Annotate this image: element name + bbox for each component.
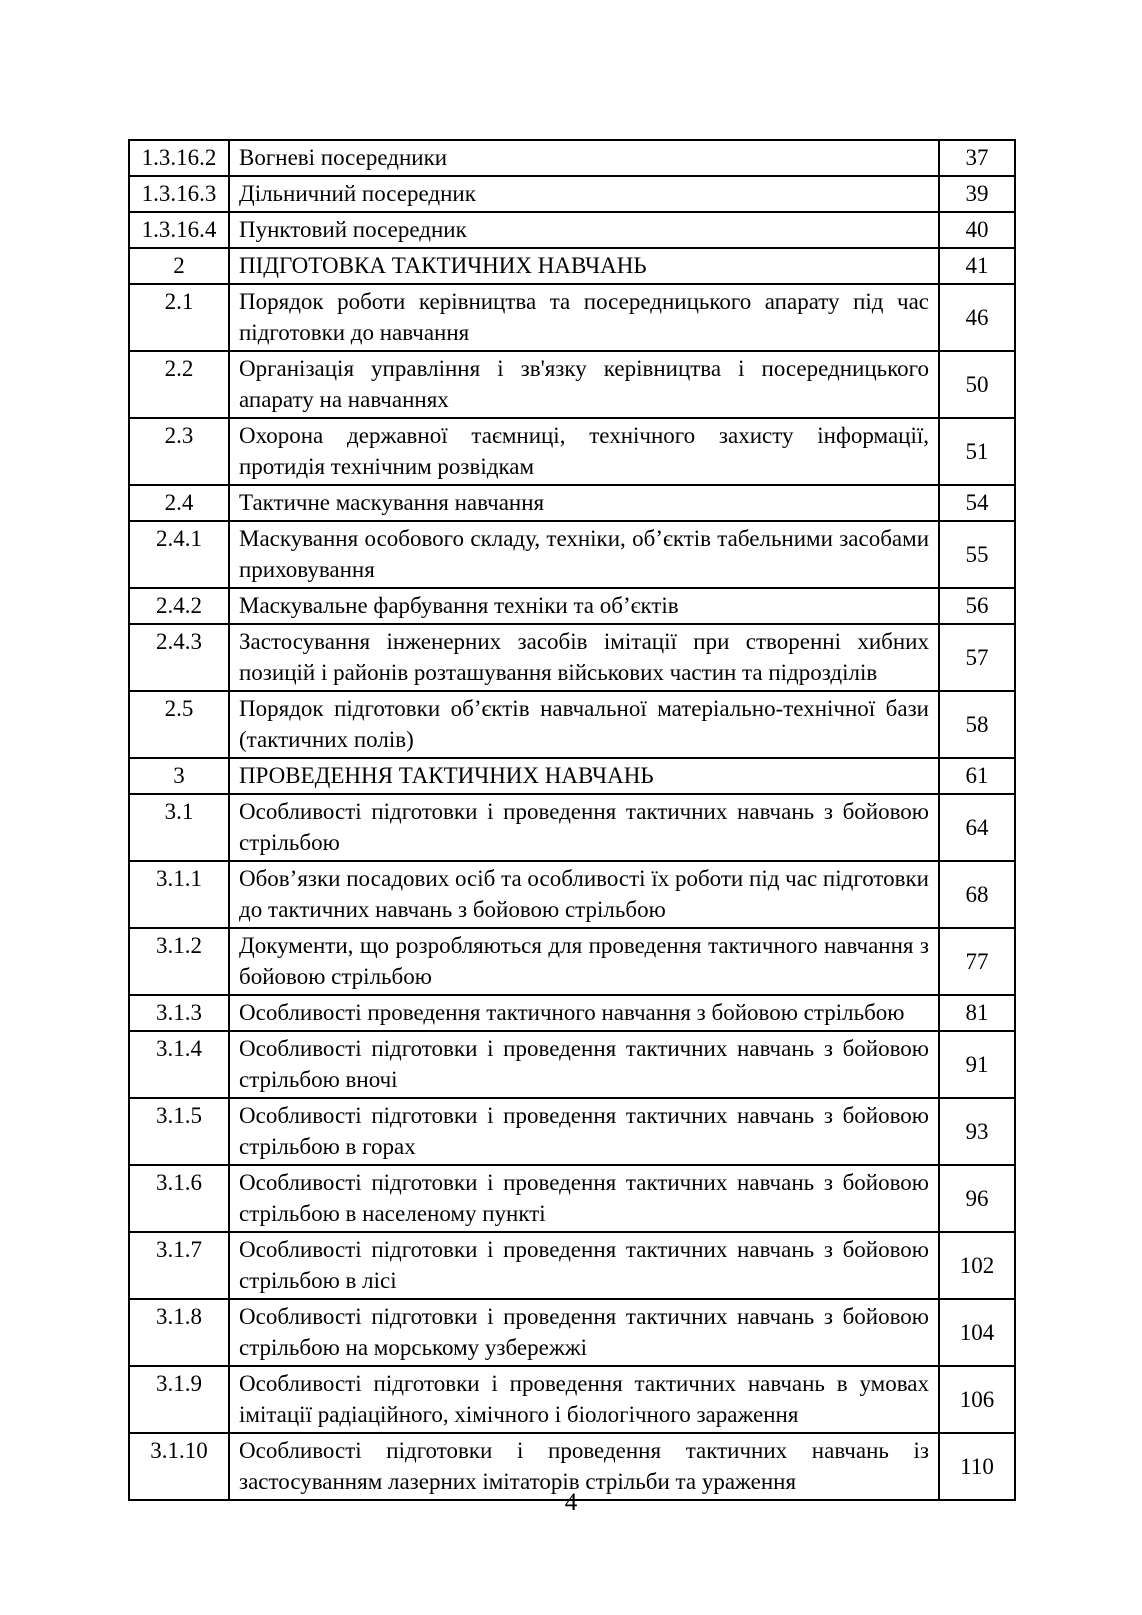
toc-section-title: Особливості підготовки і проведення тактичних навчань із застосуванням лазерних імітаторів стрільби та ураження	[229, 1433, 939, 1500]
table-row	[129, 212, 1015, 248]
toc-page-number: 56	[939, 588, 1015, 624]
toc-section-title: Дільничний посередник	[229, 176, 939, 212]
table-row	[129, 418, 1015, 485]
table-row	[129, 758, 1015, 794]
page-number: 4	[564, 1489, 578, 1516]
toc-section-title: Порядок роботи керівництва та посередницького апарату під час підготовки до навчання	[229, 284, 939, 351]
table-row	[129, 140, 1015, 176]
toc-section-title: Вогневі посередники	[229, 140, 939, 176]
toc-section-number: 2.4.1	[129, 521, 229, 588]
table-row	[129, 861, 1015, 928]
table-row	[129, 351, 1015, 418]
toc-page-number: 106	[939, 1366, 1015, 1433]
toc-section-number: 3.1.8	[129, 1299, 229, 1366]
toc-section-number: 2	[129, 248, 229, 284]
toc-section-title: Особливості підготовки і проведення тактичних навчань з бойовою стрільбою вночі	[229, 1031, 939, 1098]
toc-section-number: 3.1.3	[129, 995, 229, 1031]
table-of-contents	[128, 139, 1016, 1501]
toc-section-number: 2.2	[129, 351, 229, 418]
toc-page-number: 61	[939, 758, 1015, 794]
toc-section-number: 2.4.3	[129, 624, 229, 691]
toc-page-number: 40	[939, 212, 1015, 248]
toc-section-title: Особливості підготовки і проведення тактичних навчань з бойовою стрільбою	[229, 794, 939, 861]
toc-section-number: 2.3	[129, 418, 229, 485]
table-row	[129, 1366, 1015, 1433]
toc-section-number: 3.1	[129, 794, 229, 861]
toc-section-number: 1.3.16.3	[129, 176, 229, 212]
toc-section-title: Маскування особового складу, техніки, об’єктів табельними засобами приховування	[229, 521, 939, 588]
table-row	[129, 1299, 1015, 1366]
table-row	[129, 794, 1015, 861]
toc-page-number: 54	[939, 485, 1015, 521]
toc-page-number: 91	[939, 1031, 1015, 1098]
table-row	[129, 1098, 1015, 1165]
toc-section-title: Обов’язки посадових осіб та особливості їх роботи під час підготовки до тактичних навчань з бойовою стрільбою	[229, 861, 939, 928]
toc-page-number: 68	[939, 861, 1015, 928]
table-row	[129, 1031, 1015, 1098]
table-row	[129, 1232, 1015, 1299]
toc-page-number: 55	[939, 521, 1015, 588]
toc-page-number: 110	[939, 1433, 1015, 1500]
toc-section-title: Організація управління і зв'язку керівництва і посередницького апарату на навчаннях	[229, 351, 939, 418]
toc-section-title: Охорона державної таємниці, технічного захисту інформації, протидія технічним розвідкам	[229, 418, 939, 485]
toc-section-number: 3.1.6	[129, 1165, 229, 1232]
toc-section-title: Застосування інженерних засобів імітації при створенні хибних позицій і районів розташування військових частин та підрозділів	[229, 624, 939, 691]
table-row	[129, 995, 1015, 1031]
toc-page-number: 37	[939, 140, 1015, 176]
toc-page-number: 102	[939, 1232, 1015, 1299]
table-row	[129, 1165, 1015, 1232]
toc-section-number: 3.1.1	[129, 861, 229, 928]
toc-section-number: 2.4.2	[129, 588, 229, 624]
toc-section-title: Особливості підготовки і проведення тактичних навчань в умовах імітації радіаційного, хімічного і біологічного зараження	[229, 1366, 939, 1433]
toc-table-body	[129, 140, 1015, 1500]
toc-page-number: 64	[939, 794, 1015, 861]
toc-page-number: 96	[939, 1165, 1015, 1232]
toc-section-number: 1.3.16.2	[129, 140, 229, 176]
toc-section-title: Маскувальне фарбування техніки та об’єктів	[229, 588, 939, 624]
toc-page-number: 39	[939, 176, 1015, 212]
toc-page-number: 81	[939, 995, 1015, 1031]
toc-page-number: 41	[939, 248, 1015, 284]
table-row	[129, 624, 1015, 691]
toc-section-number: 2.1	[129, 284, 229, 351]
toc-section-number: 3.1.7	[129, 1232, 229, 1299]
toc-section-title: ПІДГОТОВКА ТАКТИЧНИХ НАВЧАНЬ	[229, 248, 939, 284]
toc-section-number: 3.1.2	[129, 928, 229, 995]
toc-section-title: Порядок підготовки об’єктів навчальної матеріально-технічної бази (тактичних полів)	[229, 691, 939, 758]
toc-section-title: Особливості підготовки і проведення тактичних навчань з бойовою стрільбою в населеному пункті	[229, 1165, 939, 1232]
toc-page-number: 51	[939, 418, 1015, 485]
table-row	[129, 248, 1015, 284]
toc-section-title: Особливості підготовки і проведення тактичних навчань з бойовою стрільбою в лісі	[229, 1232, 939, 1299]
toc-page-number: 50	[939, 351, 1015, 418]
toc-page-number: 77	[939, 928, 1015, 995]
table-row	[129, 588, 1015, 624]
toc-section-title: Пунктовий посередник	[229, 212, 939, 248]
table-row	[129, 521, 1015, 588]
toc-section-title: ПРОВЕДЕННЯ ТАКТИЧНИХ НАВЧАНЬ	[229, 758, 939, 794]
table-row	[129, 284, 1015, 351]
toc-page-number: 93	[939, 1098, 1015, 1165]
toc-section-number: 3.1.10	[129, 1433, 229, 1500]
toc-section-number: 3	[129, 758, 229, 794]
toc-page-number: 46	[939, 284, 1015, 351]
toc-section-number: 1.3.16.4	[129, 212, 229, 248]
table-row	[129, 691, 1015, 758]
toc-section-title: Особливості підготовки і проведення тактичних навчань з бойовою стрільбою в горах	[229, 1098, 939, 1165]
table-row	[129, 176, 1015, 212]
toc-section-title: Документи, що розробляються для проведення тактичного навчання з бойовою стрільбою	[229, 928, 939, 995]
toc-section-title: Особливості проведення тактичного навчання з бойовою стрільбою	[229, 995, 939, 1031]
table-row	[129, 485, 1015, 521]
toc-section-number: 3.1.5	[129, 1098, 229, 1165]
toc-section-number: 2.4	[129, 485, 229, 521]
toc-section-title: Особливості підготовки і проведення тактичних навчань з бойовою стрільбою на морському узбережжі	[229, 1299, 939, 1366]
toc-page-number: 57	[939, 624, 1015, 691]
toc-section-number: 2.5	[129, 691, 229, 758]
table-row	[129, 928, 1015, 995]
toc-page-number: 58	[939, 691, 1015, 758]
toc-section-number: 3.1.4	[129, 1031, 229, 1098]
toc-section-number: 3.1.9	[129, 1366, 229, 1433]
toc-section-title: Тактичне маскування навчання	[229, 485, 939, 521]
toc-page-number: 104	[939, 1299, 1015, 1366]
